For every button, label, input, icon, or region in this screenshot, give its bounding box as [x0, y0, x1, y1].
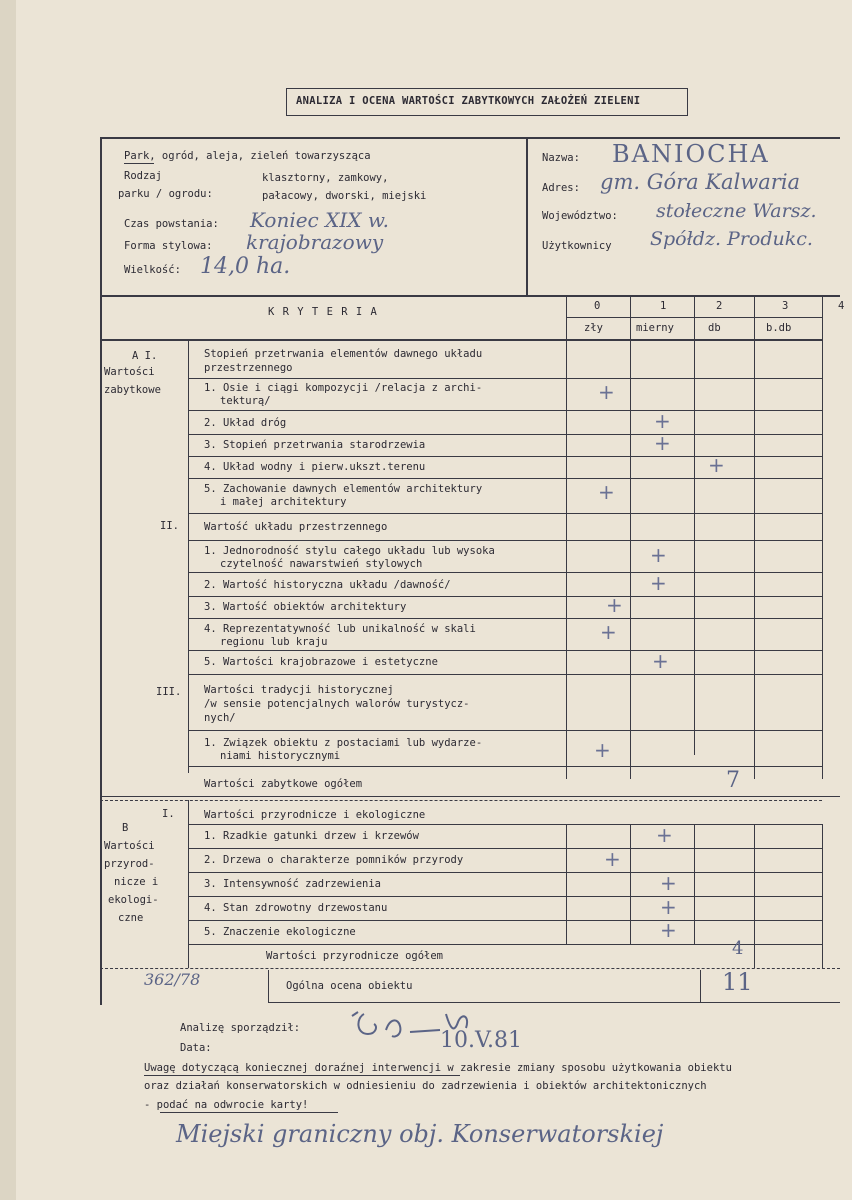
row-d4-text: 4. Stan zdrowotny drzewostanu — [204, 902, 388, 914]
row-line — [188, 944, 822, 945]
row-line — [188, 434, 822, 435]
score-label-bdb: b.db — [766, 322, 792, 334]
forma-value: krajobrazowy — [246, 230, 384, 254]
row-line — [188, 766, 822, 767]
group1-title-1: Stopień przetrwania elementów dawnego układu — [204, 348, 483, 360]
document-title: ANALIZA I OCENA WARTOŚCI ZABYTKOWYCH ZAŁOŻEŃ ZIELENI — [296, 95, 641, 107]
row-line — [188, 410, 822, 411]
row-a1-text-2: tekturą/ — [220, 395, 271, 407]
row-d2-text: 2. Drzewa o charakterze pomników przyrody — [204, 854, 464, 866]
analize-label: Analizę sporządził: — [180, 1022, 301, 1034]
row-line — [188, 540, 822, 541]
wojewodztwo-value: stołeczne Warsz. — [656, 200, 817, 222]
row-d3-text: 3. Intensywność zadrzewienia — [204, 878, 382, 890]
score-header-bottom — [100, 339, 822, 341]
wielkosc-label: Wielkość: — [124, 264, 181, 276]
park-underline — [124, 163, 154, 164]
frame-top — [100, 137, 840, 139]
nazwa-label: Nazwa: — [542, 152, 580, 164]
handwritten-note: Miejski graniczny obj. Konserwatorskiej — [176, 1120, 664, 1148]
uwagi-line-2: oraz działań konserwatorskich w odniesieniu do zadrzewienia i obiektów architektonicznych — [144, 1080, 707, 1092]
overall-label: Ogólna ocena obiektu — [286, 980, 413, 992]
nazwa-value: BANIOCHA — [612, 140, 770, 168]
mark-a1: + — [598, 380, 615, 404]
row-d5-text: 5. Znaczenie ekologiczne — [204, 926, 356, 938]
row-line — [188, 618, 822, 619]
row-line — [188, 456, 822, 457]
wojewodztwo-label: Województwo: — [542, 210, 618, 222]
mark-a2: + — [654, 409, 671, 433]
sec-b-head-7: czne — [118, 912, 144, 924]
dashed-separator-a — [100, 800, 822, 801]
col-line-1 — [630, 295, 631, 779]
park-type-line: Park, ogród, aleja, zieleń towarzysząca — [124, 150, 371, 162]
row-line — [100, 796, 840, 797]
czas-label: Czas powstania: — [124, 218, 219, 230]
uwagi-line-3: - podać na odwrocie karty! — [144, 1099, 309, 1111]
frame-left — [100, 137, 102, 1005]
row-a5-text-1: 5. Zachowanie dawnych elementów architektury — [204, 483, 483, 495]
mark-a4: + — [708, 453, 725, 477]
adres-value: gm. Góra Kalwaria — [600, 170, 801, 194]
col-line-4 — [822, 295, 823, 779]
overall-left — [268, 970, 269, 1002]
score-label-db: db — [708, 322, 721, 334]
mark-d4: + — [660, 895, 677, 919]
row-b2-text: 2. Wartość historyczna układu /dawność/ — [204, 579, 451, 591]
sec-a-head-1: A I. — [132, 350, 158, 362]
rodzaj-values-2: pałacowy, dworski, miejski — [262, 190, 427, 202]
mark-a5: + — [598, 480, 615, 504]
row-a5-text-2: i małej architektury — [220, 496, 347, 508]
score-num-4: 4 — [838, 300, 845, 312]
row-a2-text: 2. Układ dróg — [204, 417, 287, 429]
row-line — [188, 824, 822, 825]
col-line-3 — [754, 295, 755, 779]
row-c1-text-1: 1. Związek obiektu z postaciami lub wydarze- — [204, 737, 483, 749]
row-line — [188, 378, 822, 379]
adres-label: Adres: — [542, 182, 580, 194]
total-a-value: 7 — [726, 768, 740, 793]
total-b-label: Wartości przyrodnicze ogółem — [266, 950, 444, 962]
row-b4-text-1: 4. Reprezentatywność lub unikalność w skali — [204, 623, 476, 635]
sec-b-head-5: nicze i — [114, 876, 159, 888]
data-label: Data: — [180, 1042, 212, 1054]
mark-b4: + — [600, 620, 617, 644]
sec-b-head-3: Wartości — [104, 840, 155, 852]
uwagi-underline-3 — [160, 1112, 338, 1113]
row-line — [188, 513, 822, 514]
overall-right-divider — [700, 970, 701, 1002]
row-line — [188, 478, 822, 479]
score-num-2: 2 — [716, 300, 723, 312]
row-c1-text-2: niami historycznymi — [220, 750, 341, 762]
row-b4-text-2: regionu lub kraju — [220, 636, 328, 648]
row-d1-text: 1. Rzadkie gatunki drzew i krzewów — [204, 830, 419, 842]
mark-b2: + — [650, 571, 667, 595]
row-b5-text: 5. Wartości krajobrazowe i estetyczne — [204, 656, 438, 668]
row-a4-text: 4. Układ wodny i pierw.ukszt.terenu — [204, 461, 426, 473]
group3-title-2: /w sensie potencjalnych walorów turystycz- — [204, 698, 470, 710]
forma-label: Forma stylowa: — [124, 240, 213, 252]
mark-b5: + — [652, 649, 669, 673]
row-b3-text: 3. Wartość obiektów architektury — [204, 601, 407, 613]
group3-title-1: Wartości tradycji historycznej — [204, 684, 394, 696]
uzytkownicy-label: Użytkownicy — [542, 240, 612, 252]
archive-number: 362/78 — [144, 970, 201, 989]
col-line-b2 — [694, 824, 695, 944]
sec-b-head-2: B — [122, 822, 129, 834]
row-line — [188, 872, 822, 873]
row-line — [188, 674, 822, 675]
mark-d5: + — [660, 918, 677, 942]
row-line — [188, 650, 822, 651]
row-b1-text-1: 1. Jednorodność stylu całego układu lub wysoka — [204, 545, 495, 557]
rodzaj-label-2: parku / ogrodu: — [118, 188, 213, 200]
row-line — [188, 596, 822, 597]
score-num-0: 0 — [594, 300, 601, 312]
sec-b-head-4: przyrod- — [104, 858, 155, 870]
uwagi-line-1: Uwagę dotyczącą koniecznej doraźnej interwencji w zakresie zmiany sposobu użytkowania obiektu — [144, 1062, 732, 1074]
mark-d1: + — [656, 823, 673, 847]
group2-title: Wartość układu przestrzennego — [204, 521, 388, 533]
header-bottom — [100, 295, 840, 297]
row-a1-text-1: 1. Osie i ciągi kompozycji /relacja z archi- — [204, 382, 483, 394]
rodzaj-label-1: Rodzaj — [124, 170, 162, 182]
row-line — [188, 572, 822, 573]
score-num-1: 1 — [660, 300, 667, 312]
score-num-3: 3 — [782, 300, 789, 312]
wielkosc-value: 14,0 ha. — [200, 254, 291, 279]
row-line — [188, 920, 822, 921]
row-line — [188, 896, 822, 897]
sec-a-head-2: Wartości — [104, 366, 155, 378]
total-a-label: Wartości zabytkowe ogółem — [204, 778, 363, 790]
mark-b1: + — [650, 543, 667, 567]
kryteria-heading: K R Y T E R I A — [268, 306, 378, 318]
sec-a-head-3: zabytkowe — [104, 384, 161, 396]
sec-a-II: II. — [160, 520, 179, 532]
score-label-zly: zły — [584, 322, 603, 334]
sec-a-III: III. — [156, 686, 182, 698]
page-fold-shadow — [0, 0, 16, 1200]
col-line-0 — [566, 295, 567, 779]
overall-value: 11 — [722, 968, 753, 996]
rodzaj-values-1: klasztorny, zamkowy, — [262, 172, 389, 184]
overall-bottom — [268, 1002, 840, 1003]
row-line — [188, 848, 822, 849]
col-line-2 — [694, 295, 695, 755]
mark-a3: + — [654, 431, 671, 455]
group1-title-2: przestrzennego — [204, 362, 293, 374]
item-left-line-a1 — [188, 378, 189, 513]
header-divider — [526, 137, 528, 295]
score-label-mierny: mierny — [636, 322, 674, 334]
col-line-b0 — [566, 824, 567, 944]
total-b-value: 4 — [732, 938, 744, 959]
col-line-b1 — [630, 824, 631, 944]
mark-d3: + — [660, 871, 677, 895]
sec-b-head-6: ekologi- — [108, 894, 159, 906]
czas-value: Koniec XIX w. — [250, 208, 389, 232]
uwagi-underline — [144, 1075, 460, 1076]
group4-title: Wartości przyrodnicze i ekologiczne — [204, 809, 426, 821]
sec-b-head-1: I. — [162, 808, 175, 820]
mark-b3: + — [606, 593, 623, 617]
criteria-left-line-b — [188, 800, 189, 968]
uzytkownicy-value: Spółdz. Produkc. — [650, 228, 813, 250]
row-line — [188, 730, 822, 731]
row-b1-text-2: czytelność nawarstwień stylowych — [220, 558, 423, 570]
mark-d2: + — [604, 847, 621, 871]
date-value: 10.V.81 — [440, 1028, 523, 1053]
row-a3-text: 3. Stopień przetrwania starodrzewia — [204, 439, 426, 451]
mark-c1: + — [594, 738, 611, 762]
group3-title-3: nych/ — [204, 712, 236, 724]
col-line-b4 — [822, 824, 823, 968]
